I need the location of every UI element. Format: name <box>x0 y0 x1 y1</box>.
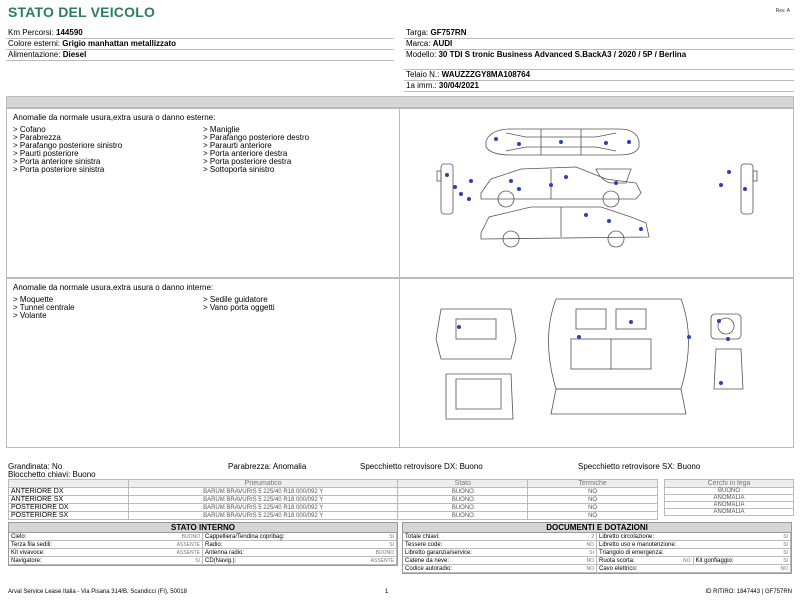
damage-item: > Porta anteriore sinistra <box>13 157 101 166</box>
doc-cell <box>403 549 597 557</box>
tyres-header-pneumatico: Pneumatico <box>128 480 398 488</box>
telaio-value: WAUZZZGY8MA108764 <box>441 70 531 79</box>
doc-cell <box>597 549 791 557</box>
table-row <box>665 488 794 495</box>
cell-label: Kit vivavoce: <box>11 550 45 556</box>
cell-value: NO <box>586 558 594 564</box>
cell-label: Radio: <box>205 542 223 548</box>
kit-gonfiaggio-cell <box>694 557 791 564</box>
cerchi-value: BUONO <box>665 488 794 495</box>
immatricolazione-row <box>404 81 794 92</box>
cell-label: Libretto uso e manutenzione: <box>599 542 677 548</box>
alimentazione-label: Alimentazione: <box>8 50 61 59</box>
cell-label: Totale chiavi: <box>405 534 440 540</box>
cell-label: CD(Navig.): <box>205 558 237 564</box>
cell-label: Libretto circolazione: <box>599 534 655 540</box>
cell-value: SI <box>783 542 788 548</box>
marca-value: AUDI <box>432 39 453 48</box>
modello-label: Modello: <box>406 50 437 59</box>
damage-item: > Maniglie <box>203 125 240 134</box>
vehicle-info-right <box>404 28 794 92</box>
footer-page-number: 1 <box>385 589 389 595</box>
cell-label: Triangolo di emergenza: <box>599 550 664 556</box>
interno-cell <box>9 549 203 557</box>
exterior-col-1 <box>13 126 203 174</box>
doc-cell <box>403 557 597 565</box>
grandinata-status: Grandinata: No <box>8 462 63 471</box>
cell-label: Kit gonfiaggio: <box>695 558 734 564</box>
cell-value: SI <box>389 542 394 548</box>
km-row <box>6 28 394 39</box>
cerchi-table <box>664 479 794 516</box>
tyre-thermal: NO <box>528 512 658 520</box>
interior-damage-panel <box>6 278 794 448</box>
cell-value: BUONO <box>375 550 394 556</box>
cell-value: SI <box>783 558 788 564</box>
footer-id: ID RITIRO: 1847443 | GF757RN <box>705 589 792 595</box>
tyre-state: BUONO <box>398 496 528 504</box>
cell-value: SI <box>389 534 394 540</box>
doc-cell <box>403 541 597 549</box>
cell-label: Antenna radio: <box>205 550 245 556</box>
damage-item: > Tunnel centrale <box>13 303 75 312</box>
table-row <box>665 502 794 509</box>
interno-cell <box>203 533 397 541</box>
imm-label: 1a imm.: <box>406 81 437 90</box>
damage-item: > Cofano <box>13 125 46 134</box>
exterior-damage-list <box>7 109 400 277</box>
car-interior-diagram <box>401 279 795 449</box>
damage-item: > Parafango posteriore sinistro <box>13 141 123 150</box>
vehicle-info-left <box>6 28 394 61</box>
exterior-damage-panel <box>6 108 794 278</box>
telaio-label: Telaio N.: <box>406 70 440 79</box>
cell-label: Ruota scorta: <box>599 558 635 564</box>
table-row <box>9 512 658 520</box>
doc-cell <box>597 533 791 541</box>
tyre-model: BARUM BRAVURIS 5 225/40 R18 000/092 Y <box>128 496 398 504</box>
damage-item: > Porta posteriore destra <box>203 157 292 166</box>
cell-value: SI <box>589 550 594 556</box>
table-row <box>9 488 658 496</box>
cell-label: Navigatore: <box>11 558 42 564</box>
marca-label: Marca: <box>406 39 431 48</box>
cell-value: SI <box>783 534 788 540</box>
tyres-header-stato: Stato <box>398 480 528 488</box>
colore-label: Colore esterni: <box>8 39 61 48</box>
cell-value: SI <box>783 550 788 556</box>
cell-value: NO <box>586 542 594 548</box>
modello-value: 30 TDI S tronic Business Advanced S.BackA3 / 2020 / 5P / Berlina <box>438 50 687 59</box>
table-row <box>9 504 658 512</box>
interno-cell <box>9 533 203 541</box>
targa-value: GF757RN <box>430 28 467 37</box>
table-row <box>665 495 794 502</box>
alimentazione-value: Diesel <box>62 50 87 59</box>
exterior-car-diagram <box>401 109 793 277</box>
tyre-thermal: NO <box>528 504 658 512</box>
cerchi-header-row <box>665 480 794 488</box>
cell-label: Catene da neve: <box>405 558 450 564</box>
cell-value: BUONO <box>181 534 200 540</box>
cell-value: ASSENTE <box>176 550 200 556</box>
page-title: STATO DEL VEICOLO <box>8 4 156 20</box>
modello-row <box>404 50 794 70</box>
telaio-row <box>404 70 794 81</box>
exterior-col-2 <box>203 126 393 174</box>
specchietto-dx-status: Specchietto retrovisore DX: Buono <box>360 462 483 471</box>
table-row <box>9 496 658 504</box>
colore-value: Grigio manhattan metallizzato <box>62 39 177 48</box>
tyres-header-row <box>9 480 658 488</box>
cell-value: NO <box>586 566 594 572</box>
alimentazione-row <box>6 50 394 61</box>
tyres-header-termiche: Termiche <box>528 480 658 488</box>
interno-cell <box>203 557 397 565</box>
tyre-position: ANTERIORE SX <box>9 496 129 504</box>
tyre-model: BARUM BRAVURIS 5 225/40 R18 000/092 Y <box>128 512 398 520</box>
cell-value: SI <box>195 558 200 564</box>
cell-label: Cappelliera/Tendina copribag: <box>205 534 285 540</box>
interno-cell <box>203 549 397 557</box>
colore-row <box>6 39 394 50</box>
interno-cell <box>9 541 203 549</box>
interior-heading: Anomalie da normale usura,extra usura o danno interne: <box>13 283 214 292</box>
tyre-state: BUONO <box>398 512 528 520</box>
exterior-heading: Anomalie da normale usura,extra usura o danno esterne: <box>13 113 216 122</box>
tyre-thermal: NO <box>528 488 658 496</box>
damage-item: > Porta posteriore sinistra <box>13 165 105 174</box>
targa-row <box>404 28 794 39</box>
blocchetto-row <box>8 470 794 479</box>
cell-value: ASSENTE <box>370 558 394 564</box>
cerchi-value: ANOMALIA <box>665 509 794 516</box>
tyre-thermal: NO <box>528 496 658 504</box>
damage-item: > Volante <box>13 311 47 320</box>
doc-cell <box>597 541 791 549</box>
cerchi-header: Cerchi in lega <box>665 480 794 488</box>
cerchi-value: ANOMALIA <box>665 495 794 502</box>
cell-label: Codice autoradio: <box>405 566 453 572</box>
tyre-position: ANTERIORE DX <box>9 488 129 496</box>
interno-cell <box>203 541 397 549</box>
table-row <box>665 509 794 516</box>
tyre-state: BUONO <box>398 504 528 512</box>
documenti-title: DOCUMENTI E DOTAZIONI <box>403 523 791 533</box>
cell-label: Cavo elettrico: <box>599 566 638 572</box>
doc-cell <box>403 565 597 573</box>
tyre-position: POSTERIORE DX <box>9 504 129 512</box>
blocchetto-status: Blocchetto chiavi: Buono <box>8 470 96 479</box>
car-exterior-diagram <box>401 109 795 279</box>
cell-label: Libretto garanzia/service: <box>405 550 473 556</box>
tyre-model: BARUM BRAVURIS 5 225/40 R18 000/092 Y <box>128 504 398 512</box>
damage-item: > Sottoporta sinistro <box>203 165 275 174</box>
km-label: Km Percorsi: <box>8 28 54 37</box>
tyres-header-position <box>9 480 129 488</box>
interno-cell <box>9 557 203 565</box>
stato-interno-title: STATO INTERNO <box>9 523 397 533</box>
interior-damage-list <box>7 279 400 447</box>
tyre-position: POSTERIORE SX <box>9 512 129 520</box>
tyre-state: BUONO <box>398 488 528 496</box>
interior-col-2 <box>203 296 393 320</box>
damage-item: > Parabrezza <box>13 133 61 142</box>
damage-item: > Paurti posteriore <box>13 149 79 158</box>
revision-label: Rev. A <box>775 8 790 14</box>
tyres-table <box>8 479 658 520</box>
parabrezza-status: Parabrezza: Anomalia <box>228 462 307 471</box>
cell-value: NO <box>780 566 788 572</box>
imm-value: 30/04/2021 <box>438 81 479 90</box>
cell-label: Terza fila sedili: <box>11 542 53 548</box>
doc-cell-split <box>597 557 791 565</box>
interior-col-1 <box>13 296 203 320</box>
cell-label: Cielo: <box>11 534 27 540</box>
marca-row <box>404 39 794 50</box>
stato-interno-box <box>8 522 398 566</box>
damage-item: > Sedile guidatore <box>203 295 268 304</box>
specchietto-sx-status: Specchietto retrovisore SX: Buono <box>578 462 701 471</box>
damage-item: > Vano porta oggetti <box>203 303 275 312</box>
footer-company: Arval Service Lease Italia - Via Pisana 314/B, Scandicci (FI), 50018 <box>8 589 187 595</box>
cerchi-value: ANOMALIA <box>665 502 794 509</box>
damage-item: > Parafango posteriore destro <box>203 133 310 142</box>
tyre-model: BARUM BRAVURIS 5 225/40 R18 000/092 Y <box>128 488 398 496</box>
doc-cell <box>597 565 791 573</box>
cell-value: 2 <box>591 534 594 540</box>
km-value: 144590 <box>56 28 83 37</box>
documenti-box <box>402 522 792 574</box>
interior-car-diagram <box>401 279 793 447</box>
damage-item: > Moquette <box>13 295 54 304</box>
section-divider-band <box>6 96 794 108</box>
cell-value: ASSENTE <box>176 542 200 548</box>
doc-cell <box>403 533 597 541</box>
targa-label: Targa: <box>406 28 429 37</box>
cell-value: NO <box>683 558 691 564</box>
cell-label: Tessere code: <box>405 542 443 548</box>
ruota-scorta-cell <box>597 557 694 564</box>
damage-item: > Paraurti anteriore <box>203 141 272 150</box>
damage-item: > Porta anteriore destra <box>203 149 288 158</box>
